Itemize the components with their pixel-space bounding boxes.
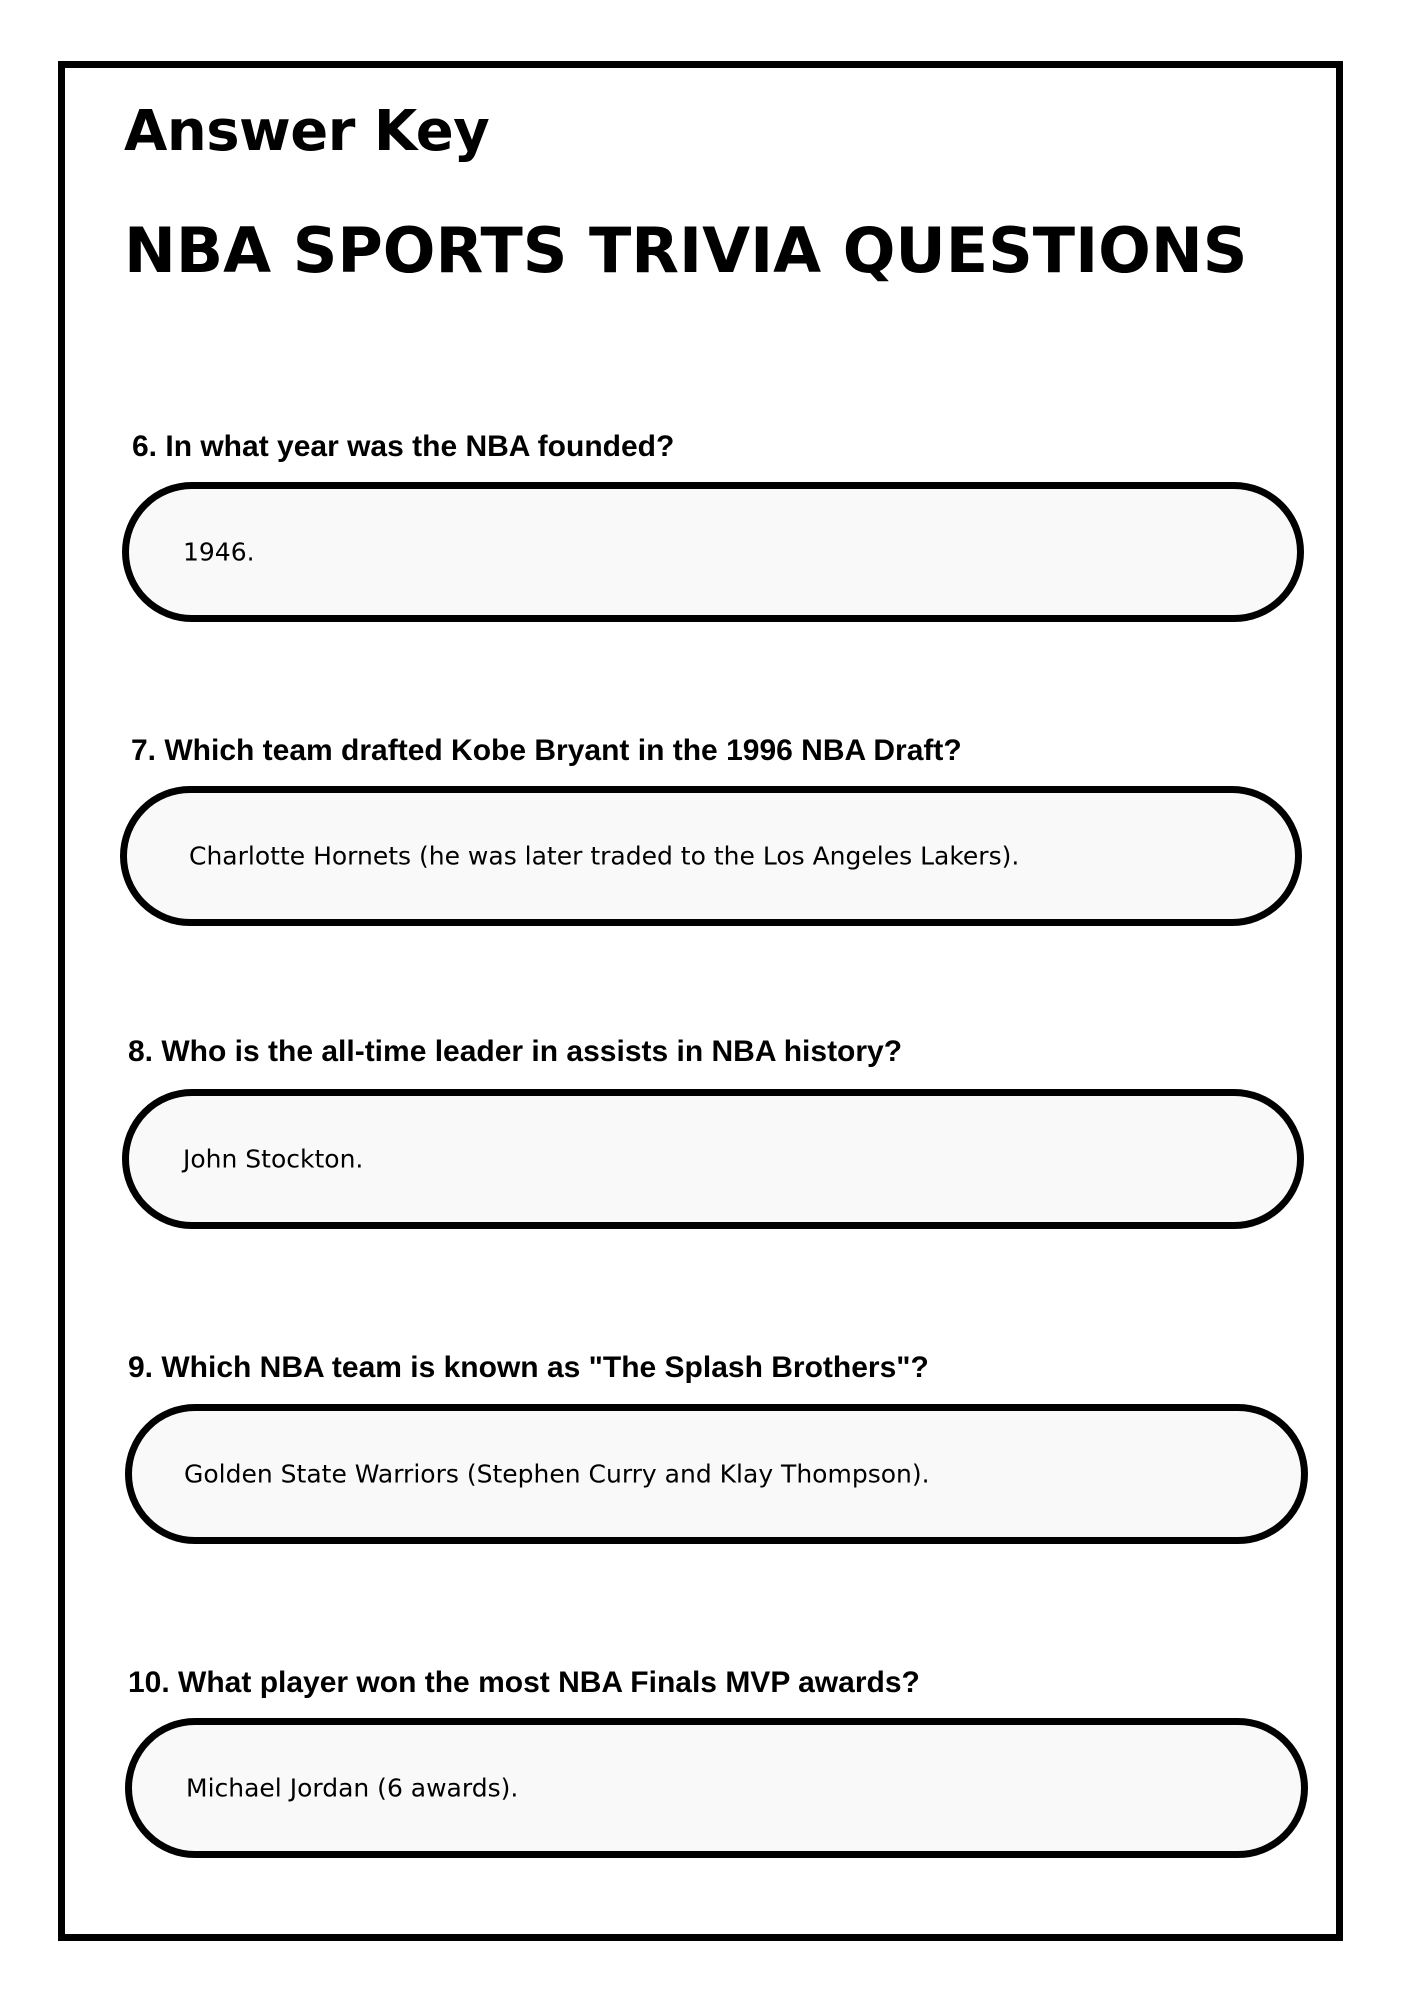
answer-9: Golden State Warriors (Stephen Curry and Klay Thompson).	[184, 1459, 930, 1489]
answer-10: Michael Jordan (6 awards).	[186, 1773, 519, 1803]
question-6: 6. In what year was the NBA founded?	[132, 430, 675, 463]
question-9: 9. Which NBA team is known as "The Splash Brothers"?	[128, 1351, 929, 1384]
answer-box-9	[125, 1404, 1308, 1544]
page-border	[58, 61, 1343, 1941]
answer-box-6	[122, 482, 1304, 622]
question-10: 10. What player won the most NBA Finals MVP awards?	[128, 1666, 920, 1699]
answer-key-heading: Answer Key	[124, 99, 490, 164]
answer-6: 1946.	[183, 537, 255, 567]
answer-box-8	[122, 1089, 1304, 1229]
answer-box-7	[120, 786, 1302, 926]
question-8: 8. Who is the all-time leader in assists in NBA history?	[128, 1035, 903, 1068]
question-7: 7. Which team drafted Kobe Bryant in the 1996 NBA Draft?	[131, 734, 962, 767]
answer-box-10	[125, 1718, 1308, 1858]
answer-7: Charlotte Hornets (he was later traded to the Los Angeles Lakers).	[189, 841, 1020, 871]
page-title: NBA SPORTS TRIVIA QUESTIONS	[124, 214, 1248, 287]
answer-8: John Stockton.	[183, 1144, 364, 1174]
